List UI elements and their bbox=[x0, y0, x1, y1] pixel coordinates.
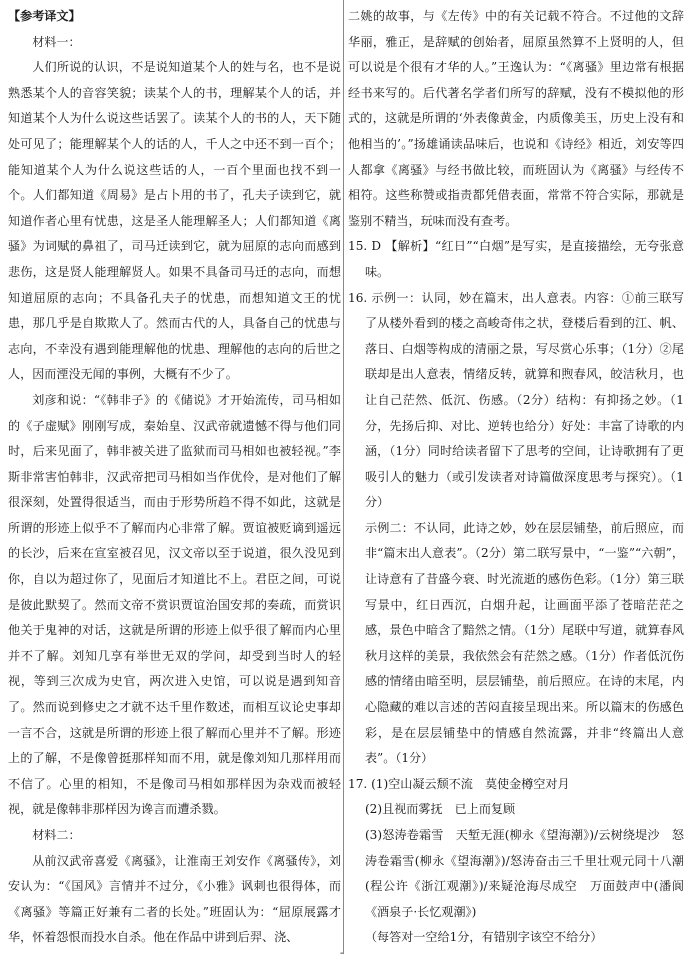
column-divider bbox=[343, 0, 344, 954]
answer-15: 15. D 【解析】“红日”“白烟”是写实，是直接描绘，无夸张意味。 bbox=[348, 239, 684, 279]
answer-17-part-3: (3)怒涛卷霜雪 天堑无涯(柳永《望海潮》)/云树绕堤沙 怒涛卷霜雪(柳永《望海潮》)/怒涛奋击三千里壮观元同十八潮(程公许《浙江观潮》)/来疑沧海尽成空 万面鼓声中(潘阆《酒泉子·长忆观潮》) bbox=[364, 828, 684, 919]
answer-16-example-1: 16. 示例一：认同，妙在篇末，出人意表。内容：①前三联写了从楼外看到的楼之高峻奇伟之状，登楼后看到的江、帆、落日、白烟等构成的清丽之景，写尽赏心乐事；（1分）②尾联却是出人意表，情绪反转，就算和煦春风，皎洁秋月，也让自己茫然、低沉、伤感。（2分）结构：有抑扬之妙。（1分，先扬后抑、对比、逆转也给分）好处：丰富了诗歌的内涵，（1分）同时给读者留下了思考的空间，让诗歌拥有了更吸引人的魅力（或引发读者对诗篇做深度思考与探究）。（1分） bbox=[348, 290, 684, 510]
page-footer-mark: - bbox=[340, 948, 344, 959]
material-one-paragraph-2: 刘彦和说：“《韩非子》的《储说》才开始流传，司马相如的《子虚赋》刚刚写成，秦始皇、汉武帝就遗憾不得与他们同时，后来见面了，韩非被关进了监狱而司马相如也被轻视。”李斯非常害怕韩非，汉武帝把司马相如当作优伶，是对他们了解很深刻，处置得很适当，而由于形势所趋不得不如此，这就是所谓的形迹上似乎不了解而内心非常了解。贾谊被贬谪到遥远的长沙，后来在宣室被召见，汉文帝以至于说道，很久没见到你，自以为超过你了，见面后才知道比不上。君臣之间，可说是彼此默契了。然而文帝不赏识贾谊治国安邦的奏疏，而赏识他关于鬼神的对话，这就是所谓的形迹上似乎很了解而内心里并不了解。刘知几享有举世无双的学问，却受到当时人的轻视，等到三次成为史官，两次进入史馆，可以说是遇到知音了。然而说到修史之才就不达千里作数述，而相互议论史事却一言不合，这就是所谓的形迹上很了解而心里并不了解。形迹上的了解，不是像曾挺那样知而不用，就是像刘知几那样用而不信了。心里的相知，不是像司马相如那样因为杂戏而被轻视，就是像韩非那样因为谗言而遭杀戮。 bbox=[8, 392, 341, 817]
answer-17-scoring-note: （每答对一空给1分，有错别字该空不给分） bbox=[364, 930, 603, 945]
answer-17-part-2: (2)且视而雾抚 已上而复顾 bbox=[364, 802, 516, 817]
left-column bbox=[8, 4, 341, 950]
material-two-continuation: 二姚的故事，与《左传》中的有关记载不符合。不过他的文辞华丽，雅正，是辞赋的创始者，屈原虽然算不上贤明的人，但可以说是个很有才华的人。”王逸认为：“《离骚》里边常有根据经书来写的。后代著名学者们所写的辞赋，没有不模拟他的形式的，这就是所谓的‘外表像黄金，内质像美玉，历史上没有和他相当的’。”扬雄诵读品味后，也说和《诗经》相近，刘安等四人都拿《离骚》与经书做比较，而班固认为《离骚》与经传不相符。这些称赞或指责都凭借表面，常常不符合实际，那就是鉴别不精当，玩味而没有查考。 bbox=[348, 9, 684, 228]
material-two-paragraph-1: 从前汉武帝喜爱《离骚》，让淮南王刘安作《离骚传》，刘安认为：“《国风》言情并不过分，《小雅》讽刺也很得体，而《离骚》等篇正好兼有二者的长处。”班固认为：“屈原展露才华，怀着怨恨而投水自杀。他在作品中讲到后羿、浇、 bbox=[8, 853, 341, 945]
answer-16-example-2: 示例二：不认同，此诗之妙，妙在层层铺垫，前后照应，而非“篇末出人意表”。（2分）第二联写景中，“一鉴”“六朝”，让诗意有了昔盛今衰、时光流逝的感伤色彩。（1分）第三联写景中，红日西沉，白烟升起，让画面平添了苍暗茫茫之感，景色中暗含了黯然之情。（1分）尾联中写道，就算春风秋月这样的美景，我依然会有茫然之感。（1分）作者低沉伤感的情绪由暗至明，层层铺垫，前后照应。在诗的末尾，内心隐藏的难以言述的苦闷直接呈现出来。所以篇末的伤感色彩，是在层层铺垫中的情感自然流露，并非“终篇出人意表”。（1分） bbox=[364, 520, 684, 766]
section-heading: 【参考译文】 bbox=[8, 9, 81, 23]
right-column bbox=[348, 4, 684, 950]
material-two-label: 材料二： bbox=[32, 828, 81, 842]
material-one-paragraph-1: 人们所说的认识，不是说知道某个人的姓与名，也不是说熟悉某个人的音容笑貌；读某个人的书，理解某个人的话，并知道某个人为什么说这些话罢了。读某个人的书的人，天下随处可见了；能理解某个人的话的人，千人之中还不到一百个；能知道某个人为什么说这些话的人，一百个里面也找不到一个。人们都知道《周易》是占卜用的书了，孔夫子读到它，就知道作者心里有忧患，这是圣人能理解圣人；人们都知道《离骚》为词赋的鼻祖了，司马迁读到它，就为屈原的志向而感到悲伤，这是贤人能理解贤人。如果不具备司马迁的志向，而想知道屈原的志向；不具备孔夫子的忧患，而想知道文王的忧患，那几乎是自欺欺人了。然而古代的人，具备自己的忧患与志向，不幸没有遇到能理解他的忧患、理解他的志向的后世之人，因而湮没无闻的事例，大概有不少了。 bbox=[8, 60, 341, 382]
answer-17-part-1: 17. (1)空山凝云颓不流 莫使金樽空对月 bbox=[348, 776, 570, 791]
material-one-label: 材料一： bbox=[32, 34, 81, 49]
